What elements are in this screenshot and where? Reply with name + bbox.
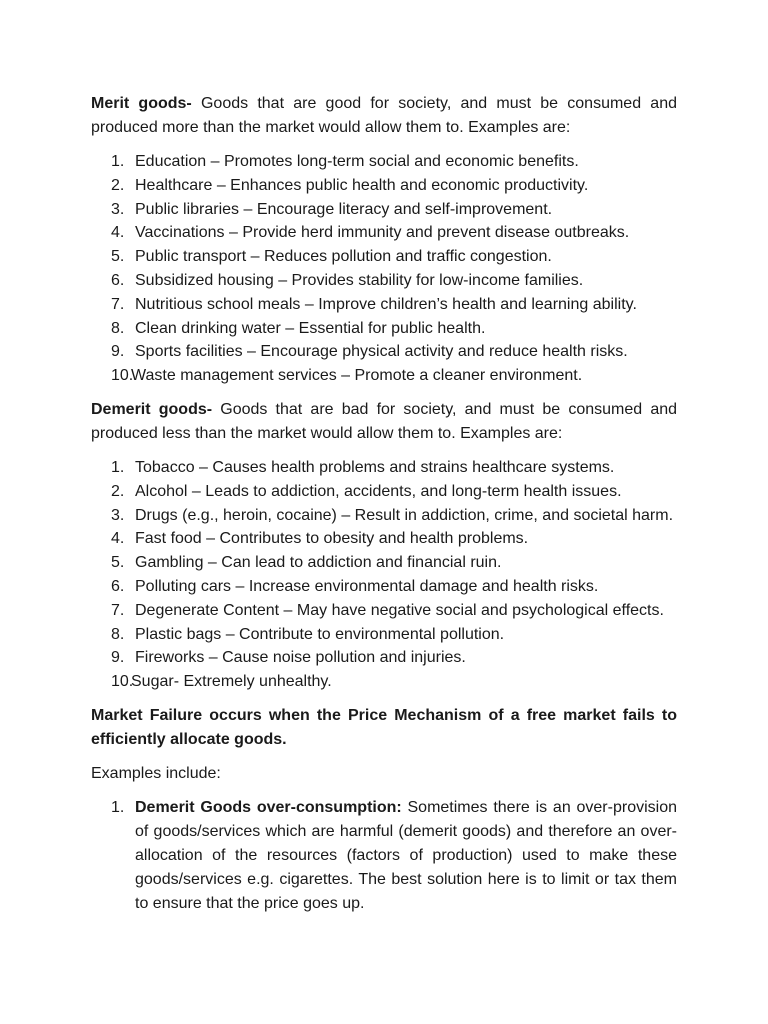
list-number: 7. [111,295,125,313]
merit-goods-definition [91,92,677,140]
merit-goods-definition-text: Goods that are good for society, and must be consumed and produced more than the market would allow them to. Examples are: [91,95,677,136]
merit-goods-term: Merit goods- [91,95,192,112]
list-number: 9. [111,649,125,667]
list-item-text: Public transport – Reduces pollution and traffic congestion. [135,248,552,266]
list-number: 4. [111,530,125,548]
demerit-goods-definition [91,398,677,446]
list-item [91,551,677,575]
list-item [91,504,677,528]
list-item [91,364,677,388]
list-item [91,317,677,341]
list-item [91,340,677,364]
list-number: 3. [111,200,125,218]
list-item [91,150,677,174]
list-item [91,245,677,269]
list-number: 6. [111,271,125,289]
list-number: 5. [111,554,125,572]
list-number: 1. [111,458,125,476]
list-number: 10. [111,673,134,691]
list-number: 8. [111,625,125,643]
list-item [91,527,677,551]
list-number: 10. [111,367,134,385]
list-item [91,796,677,916]
market-failure-list [91,796,677,916]
list-item [91,456,677,480]
list-item-text: Tobacco – Causes health problems and strains healthcare systems. [135,458,615,476]
list-number: 5. [111,248,125,266]
list-item-title: Demerit Goods over-consumption: [135,798,402,816]
list-item-text: Nutritious school meals – Improve children’s health and learning ability. [135,295,637,313]
list-item-text: Clean drinking water – Essential for public health. [135,319,486,337]
list-item [91,174,677,198]
list-number: 2. [111,176,125,194]
list-item [91,623,677,647]
list-item [91,670,677,694]
list-number: 3. [111,506,125,524]
merit-goods-list [91,150,677,388]
list-item-text: Plastic bags – Contribute to environmental pollution. [135,625,505,643]
list-number: 1. [111,153,125,170]
examples-include-label: Examples include: [91,764,221,782]
list-item-text: Vaccinations – Provide herd immunity and prevent disease outbreaks. [135,224,630,242]
list-number: 6. [111,577,125,595]
list-number: 8. [111,319,125,337]
list-item-text: Fast food – Contributes to obesity and health problems. [135,530,529,548]
list-item [91,221,677,245]
list-item-text: Alcohol – Leads to addiction, accidents, and long-term health issues. [135,482,622,500]
list-number: 2. [111,482,125,500]
list-number: 9. [111,343,125,361]
list-item-text: Gambling – Can lead to addiction and financial ruin. [135,554,502,572]
list-item-text: Subsidized housing – Provides stability for low-income families. [135,271,584,289]
list-item-text: Degenerate Content – May have negative social and psychological effects. [135,601,664,619]
list-item [91,293,677,317]
market-failure-heading [91,704,677,752]
list-item [91,198,677,222]
list-item [91,269,677,293]
demerit-goods-definition-text: Goods that are bad for society, and must be consumed and produced less than the market would allow them to. Examples are: [91,400,678,442]
demerit-goods-term: Demerit goods- [91,400,213,418]
list-item [91,575,677,599]
list-item [91,599,677,623]
list-number: 1. [111,798,125,816]
list-item [91,646,677,670]
list-item-text: Public libraries – Encourage literacy and self-improvement. [135,200,553,218]
list-item-text: Healthcare – Enhances public health and economic productivity. [135,176,589,194]
document-page [91,92,677,916]
list-item-text: Education – Promotes long-term social and economic benefits. [135,153,579,170]
list-item-text: Waste management services – Promote a cleaner environment. [131,367,583,385]
list-item-text: Sugar- Extremely unhealthy. [131,673,332,691]
list-item-text: Sometimes there is an over-provision of goods/services which are harmful (demerit goods) and therefore an over-allocation of the resources (factors of production) used to make these goods/services e.g. cigarettes. The best solution here is to limit or tax them to ensure that the price goes up. [135,798,677,912]
list-item-text: Polluting cars – Increase environmental damage and health risks. [135,577,599,595]
list-item [91,480,677,504]
market-failure-heading-text: Market Failure occurs when the Price Mechanism of a free market fails to efficiently allocate goods. [91,706,677,748]
list-number: 7. [111,601,125,619]
demerit-goods-list [91,456,677,694]
list-item-text: Drugs (e.g., heroin, cocaine) – Result in addiction, crime, and societal harm. [135,506,674,524]
list-number: 4. [111,224,125,242]
list-item-text: Fireworks – Cause noise pollution and injuries. [135,649,466,667]
list-item-text: Sports facilities – Encourage physical activity and reduce health risks. [135,343,628,361]
